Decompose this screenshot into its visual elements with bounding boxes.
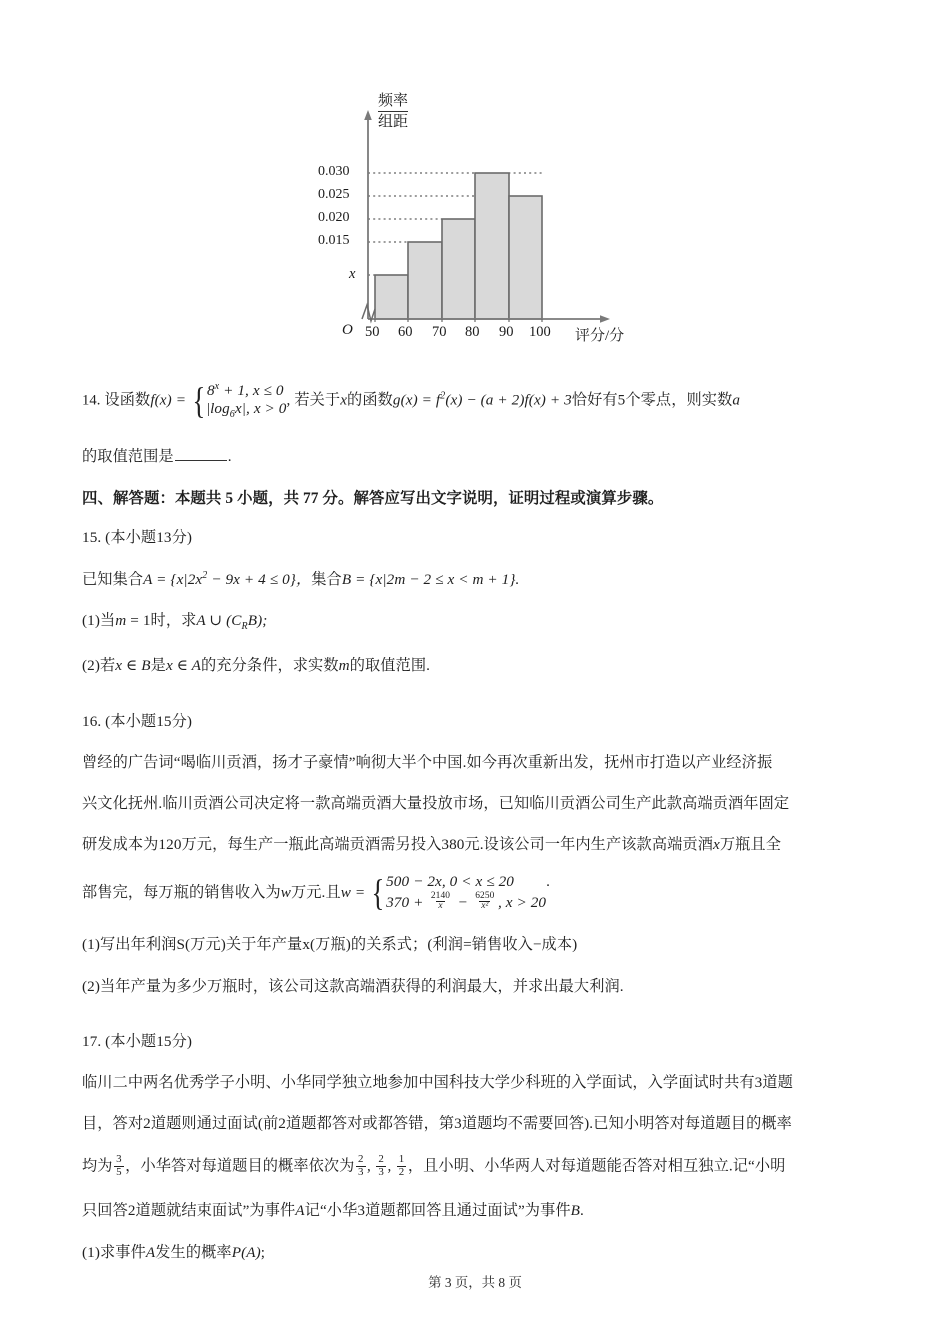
question-15-sub-2 [82,658,872,673]
y-axis-title-numerator: 频率 [378,93,409,109]
x-tick-label-100: 100 [529,324,551,340]
q17-event-A: A [295,1202,305,1220]
y-axis-arrow [364,110,372,120]
bar-70-80 [442,219,475,319]
x-axis-arrow [600,315,610,323]
x-tick-label-70: 70 [432,324,447,340]
section-4-heading: 四、解答题：本题共 5 小题，共 77 分。解答应写出文字说明，证明过程或演算步骤。 [82,489,664,507]
q16-piecewise [369,874,546,913]
q15-s2-a: (2)若 [82,657,116,675]
question-17-sub-1 [82,1245,872,1260]
q14-line2-b: . [227,448,232,466]
q16-l3-a: 研发成本为120万元，每生产一瓶此高端贡酒需另投入380元.设该公司一年内生产该款高端贡酒 [82,836,713,854]
q16-l4-w: w [280,884,291,902]
q15-s1-b: = 1时，求 [126,612,197,630]
q17-l3-a: 均为 [82,1157,113,1175]
q16-frac-1: $\frac{2140}{x}$ [430,890,451,912]
q16-l4-b: 万元.且 [290,884,341,902]
q14-comma: , [286,391,291,409]
q16-case-tail: . [546,873,551,891]
q16-l3-b: 万瓶且全 [719,836,781,854]
y-tick-label-0025: 0.025 [318,187,350,202]
q15-set-A: A [143,571,153,589]
q14-case-1: $8^x + 1$, x ≤ 0 [206,381,284,400]
document-body [82,382,872,1282]
q17-s1-c: ; [260,1243,266,1261]
x-tick-label-80: 80 [465,324,480,340]
q14-case-2: $|\log_6x|$, x > 0 [206,400,287,421]
q14-answer-blank[interactable] [175,446,227,461]
q17-s1-P: P(A) [231,1243,261,1261]
q16-case-2: 370 + $\frac{2140}{x}$ − $\frac{6250}{\text{x²}}$ , x > 20 [386,890,547,912]
question-14-line-2 [82,446,872,464]
q17-l3-d: , [387,1157,392,1175]
q15-s2-e: 的充分条件，求实数 [201,657,339,675]
y-tick-label-0015: 0.015 [318,233,350,248]
question-17-header: 17. (本小题15分) [82,1032,193,1050]
q17-l4-b: 记“小华3道题都回答且通过面试”为事件 [304,1202,571,1220]
question-17-line-1: 临川二中两名优秀学子小明、小华同学独立地参加中国科技大学少科班的入学面试，入学面试时共有3道题 [82,1074,793,1092]
q17-frac-p1: $\frac{2}{3}$ [357,1153,364,1178]
q15-s1-m: m [115,612,127,630]
question-17-line-3 [82,1155,872,1179]
q14-number: 14. [82,392,101,409]
question-16-line-3 [82,837,872,852]
x-tick-label-60: 60 [398,324,413,340]
y-tick-label-x: x [349,266,356,282]
q14-stem-d: 恰好有5个零点，则实数 [571,391,733,409]
q15-s1-c: A ∪ (C [196,612,242,630]
question-15-line-1 [82,571,872,587]
q15-s2-d: x ∈ A [165,657,202,675]
q14-g-expr-2: (x) − (a + 2)f(x) + 3 [445,391,572,409]
q17-s1-b: 发生的概率 [155,1243,232,1261]
y-tick-label-0030: 0.030 [318,164,350,179]
figure-container [0,88,950,358]
q17-l3-b: ，小华答对每道题目的概率依次为 [125,1157,355,1175]
q17-l4-c: . [580,1202,584,1220]
q15-l1-d: 集合 [311,571,342,589]
question-15-header: 15. (本小题13分) [82,528,193,546]
q15-set-B: B [341,571,352,589]
question-16-sub-2: (2)当年产量为多少万瓶时，该公司这款高端酒获得的利润最大，并求出最大利润. [82,977,624,995]
q15-s2-f: 的取值范围. [349,657,431,675]
question-16-line-4 [82,874,872,913]
question-17-line-2: 目，答对2道题则通过面试(前2道题都答对或都答错，第3道题均不需要回答).已知小明答对每道题目的概率 [82,1115,792,1133]
q17-frac-p2: $\frac{2}{3}$ [378,1153,384,1178]
q15-l1-a: 已知集合 [82,571,144,589]
q15-s2-m: m [338,657,350,675]
y-axis-title [378,92,408,132]
x-tick-label-90: 90 [499,324,514,340]
q15-l1-c: − 9x + 4 ≤ 0}， [207,571,312,589]
question-15-sub-1 [82,613,872,632]
q15-s1-a: (1)当 [82,612,116,630]
q17-s1-a: (1)求事件 [82,1243,146,1261]
q14-line2-a: 的取值范围是 [82,448,174,466]
brace-left-icon: { [371,873,385,915]
question-14-line-1 [82,382,872,420]
q17-l4-a: 只回答2道题就结束面试”为事件 [82,1202,296,1220]
page-footer: 第 3 页，共 8 页 [428,1275,522,1290]
q17-l3-c: , [367,1157,371,1175]
frequency-histogram-chart [318,88,670,358]
bar-50-60 [375,275,408,319]
q14-stem-c: 的函数 [347,391,393,409]
histogram-bars [375,173,542,319]
q15-s1-d: B); [247,612,268,630]
question-16-header: 16. (本小题15分) [82,712,193,730]
q15-s2-b: x ∈ B [115,657,151,675]
question-16-sub-1: (1)写出年利润S(万元)关于年产量x(万瓶)的关系式；(利润=销售收入−成本) [82,936,578,954]
q16-l4-a: 部售完，每万瓶的销售收入为 [82,884,281,902]
q17-l3-e: ，且小明、小华两人对每道题能否答对相互独立.记“小明 [407,1157,786,1175]
y-axis-title-denominator: 组距 [378,111,408,132]
question-16-line-1: 曾经的广告词“喝临川贡酒，扬才子豪情”响彻大半个中国.如今再次重新出发，抚州市打造以产业经济振 [82,753,773,771]
q14-piecewise [190,382,287,420]
q14-var-x: x [340,391,348,409]
q14-g-expr-1: g(x) = f [392,391,441,409]
q16-l4-eq: = [350,884,366,902]
q15-l1-exp: 2 [202,570,208,582]
bar-80-90 [475,173,509,319]
q17-frac-xiaoming: $\frac{3}{5}$ [116,1153,122,1178]
q15-s1-sub: R [241,621,248,633]
question-16-line-2: 兴文化抚州.临川贡酒公司决定将一款高端贡酒大量投放市场，已知临川贡酒公司生产此款高端贡酒年固定 [82,795,790,813]
q14-stem-b: 若关于 [294,391,341,409]
origin-label: O [342,322,353,338]
q14-var-a: a [732,391,741,409]
bar-90-100 [509,196,542,319]
x-tick-label-50: 50 [365,324,380,340]
q14-g-exp: 2 [440,390,446,402]
q17-frac-p3: $\frac{1}{2}$ [398,1153,405,1178]
q16-l3-x: x [712,836,720,854]
q16-l4-w2: w [340,884,351,902]
q16-frac-2: $\frac{6250}{\text{x²}}$ [475,890,495,912]
q14-stem-a: 设函数 [104,391,151,409]
x-axis-title: 评分/分 [575,328,625,344]
bar-60-70 [408,242,442,319]
q15-l1-e: = {x|2m − 2 ≤ x < m + 1}. [351,571,520,589]
q15-l1-b: = {x|2x [152,571,203,589]
brace-left-icon: { [192,380,206,422]
q14-fx: f(x) = [150,391,187,409]
question-17-line-4 [82,1203,872,1218]
y-tick-label-0020: 0.020 [318,210,350,225]
q16-case-1: 500 − 2x, 0 < x ≤ 20 [386,873,514,891]
q17-s1-A: A [145,1243,156,1261]
q17-event-B: B [570,1202,581,1220]
q15-s2-c: 是 [150,657,166,675]
